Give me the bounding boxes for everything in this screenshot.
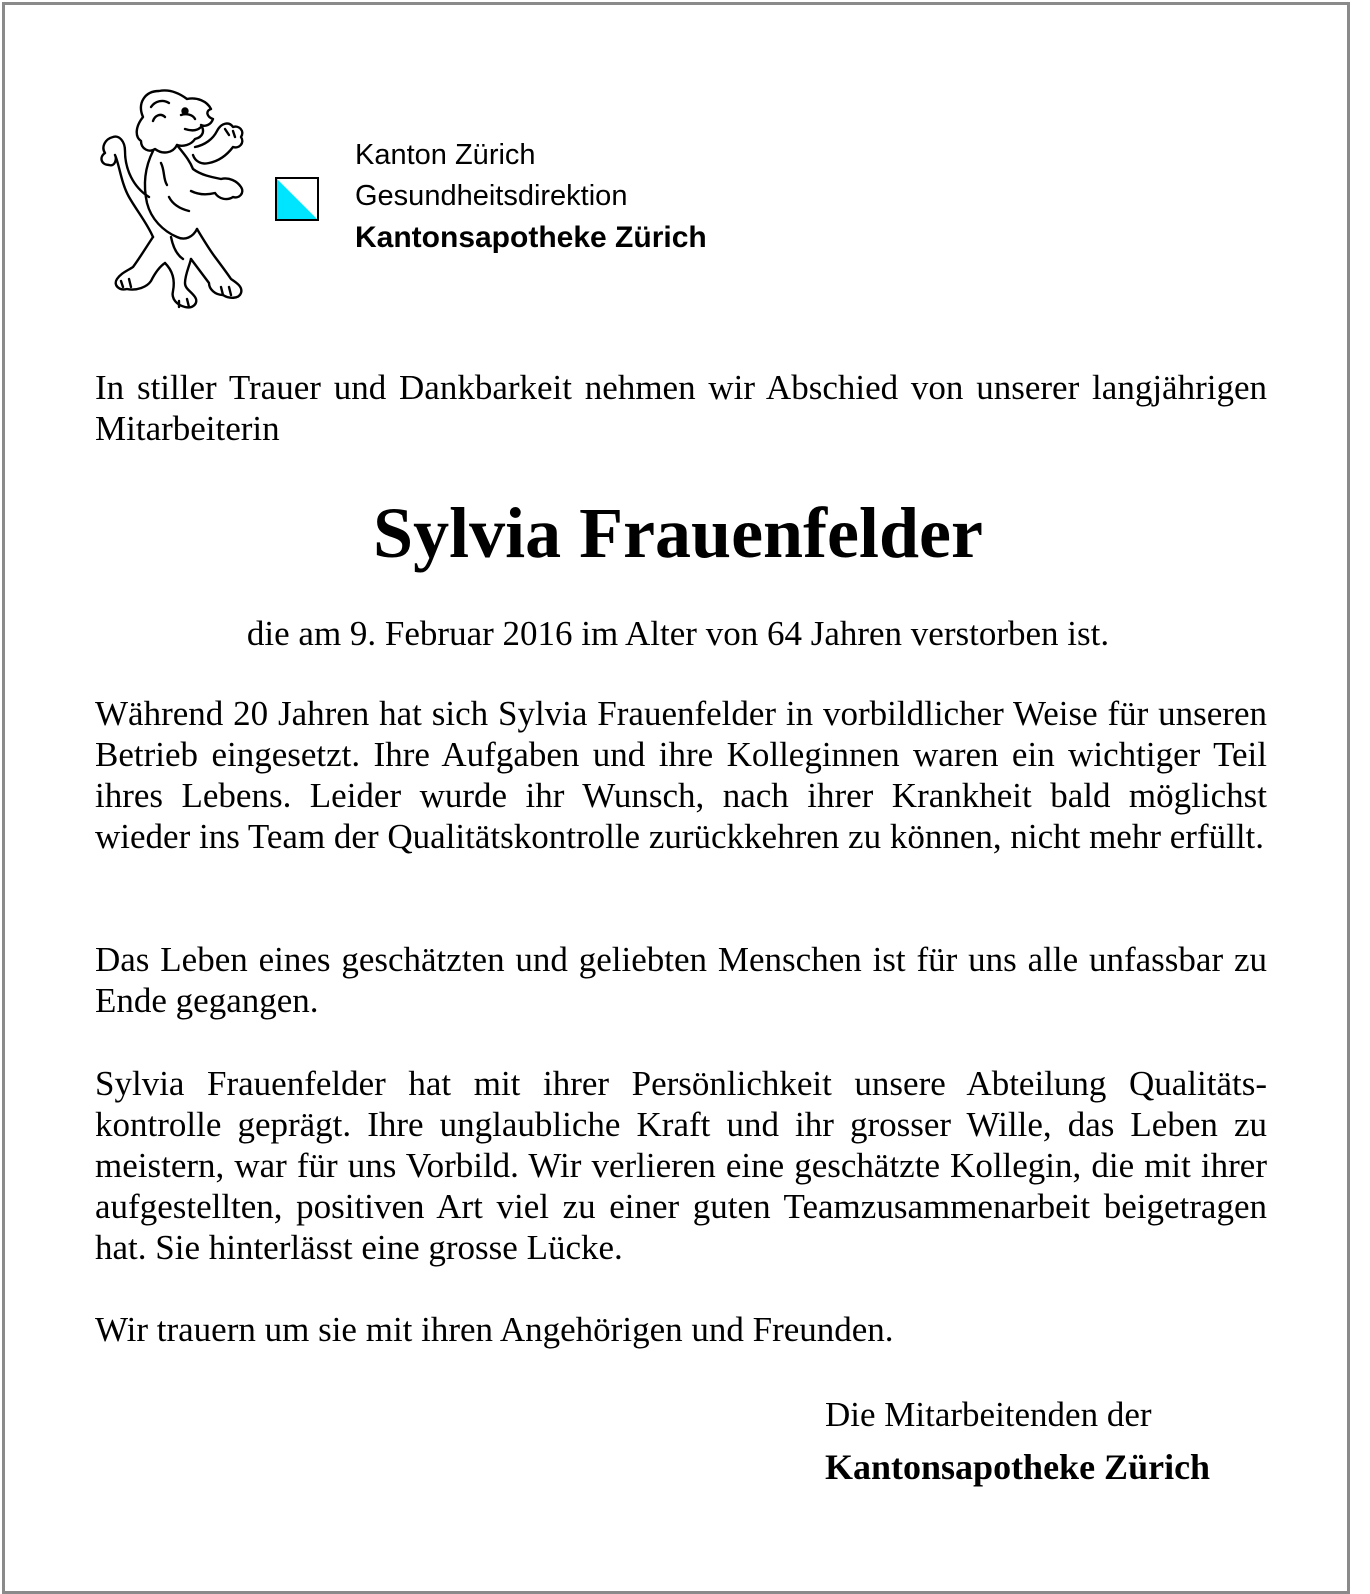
header-block [355,135,707,258]
paragraph-3: Sylvia Frauenfelder hat mit ihrer Persönlichkeit unsere Abteilung Qualitätskontrolle geprägt. Ihre unglaubliche Kraft und ihr grosser Wille, das Leben zu meistern, war für uns Vorbild. Wir verlieren eine geschätzte Kollegin, die mit ihrer aufgestellten, positiven Art viel zu einer guten Teamzusammenarbeit beigetragen hat. Sie hinterlässt eine grosse Lücke. [95,1064,1267,1267]
paragraph-1: Während 20 Jahren hat sich Sylvia Frauenfelder in vorbildlicher Weise für unseren Betrieb eingesetzt. Ihre Aufgaben und ihre Kolleginnen waren ein wichtiger Teil ihres Lebens. Leider wurde ihr Wunsch, nach ihrer Krankheit bald möglichst wieder ins Team der Qualitätskontrolle zurückkehren zu können, nicht mehr erfüllt. [95,694,1267,856]
death-date-line: die am 9. Februar 2016 im Alter von 64 Jahren verstorben ist. [246,614,1110,653]
canton-label: Kanton Zürich [355,139,536,171]
document-page [2,2,1350,1594]
organization-label: Kantonsapotheke Zürich [355,221,707,254]
deceased-name: Sylvia Frauenfelder [373,493,983,573]
signature-block [825,1389,1210,1493]
paragraph-2: Das Leben eines geschätzten und geliebten Menschen ist für uns alle unfassbar zu Ende gegangen. [95,940,1267,1020]
signature-line-2: Kantonsapotheke Zürich [825,1447,1211,1487]
department-label: Gesundheitsdirektion [355,180,628,212]
zurich-lion-emblem-icon [93,87,265,317]
intro-paragraph: In stiller Trauer und Dankbarkeit nehmen wir Abschied von unserer langjährigen Mitarbeiterin [95,368,1267,448]
paragraph-4: Wir trauern um sie mit ihren Angehörigen und Freunden. [95,1310,894,1349]
zurich-flag-icon [275,177,319,221]
signature-line-1: Die Mitarbeitenden der [825,1395,1152,1434]
